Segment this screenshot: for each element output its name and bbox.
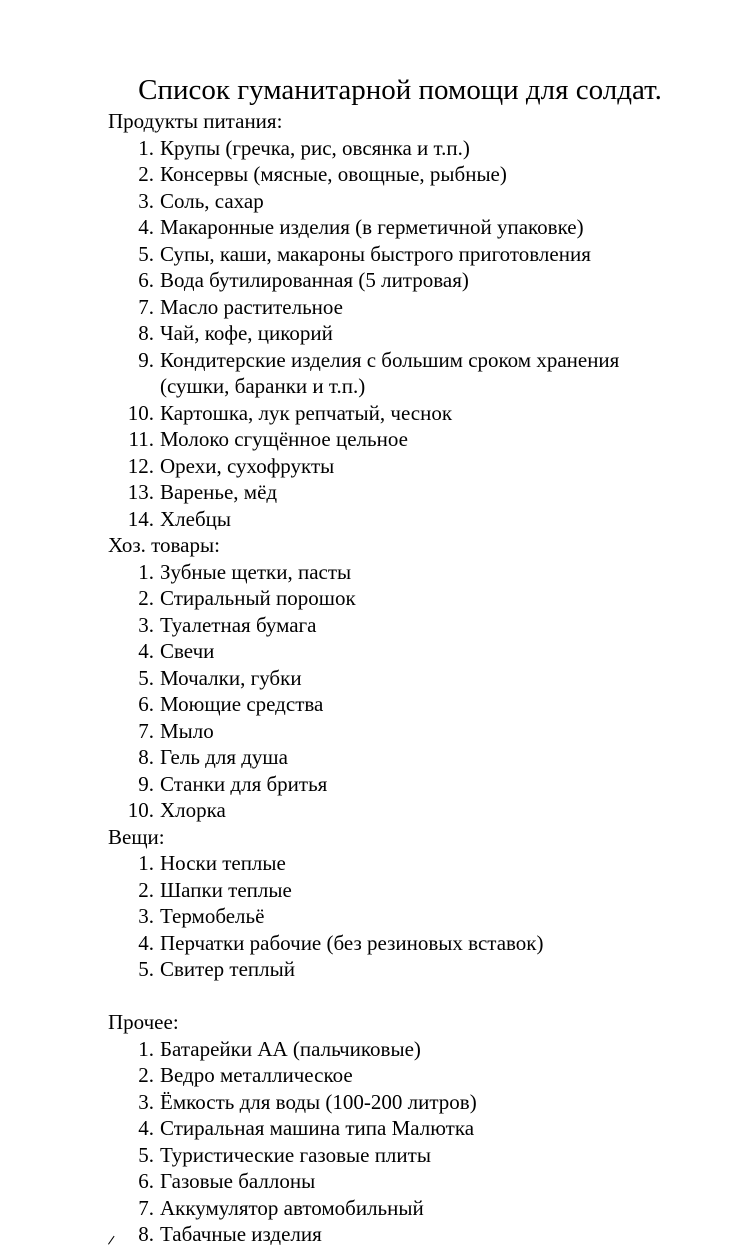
item-text: Соль, сахар xyxy=(160,188,264,213)
item-text: Батарейки АА (пальчиковые) xyxy=(160,1036,421,1061)
item-text: Консервы (мясные, овощные, рыбные) xyxy=(160,162,507,186)
list-item xyxy=(108,188,738,215)
item-text: Свитер теплый xyxy=(160,957,295,981)
list-item xyxy=(108,1221,738,1248)
list-item xyxy=(108,691,738,718)
list-item xyxy=(108,638,738,665)
item-text: Моющие средства xyxy=(160,692,324,716)
item-text: Крупы (гречка, рис, овсянка и т.п.) xyxy=(160,135,470,160)
item-number: 2. xyxy=(138,1063,154,1087)
list-item xyxy=(108,930,738,957)
item-text: Ёмкость для воды (100-200 литров) xyxy=(160,1089,477,1114)
item-list xyxy=(108,850,738,983)
blank-line xyxy=(108,983,738,1010)
section-food xyxy=(108,108,738,532)
list-item xyxy=(108,453,738,480)
item-text: Хлорка xyxy=(160,798,226,822)
document-body xyxy=(108,108,738,1248)
item-text: Табачные изделия xyxy=(160,1222,322,1246)
item-text: Шапки теплые xyxy=(160,877,292,902)
list-item xyxy=(108,1089,738,1116)
list-item xyxy=(108,347,738,400)
item-number: 8. xyxy=(138,321,154,345)
list-item xyxy=(108,612,738,639)
item-text: Хлебцы xyxy=(160,506,231,531)
item-text: Станки для бритья xyxy=(160,771,328,796)
item-number: 7. xyxy=(138,718,154,743)
item-number: 9. xyxy=(138,347,154,372)
item-number: 7. xyxy=(138,1195,154,1220)
list-item xyxy=(108,877,738,904)
item-text: Вода бутилированная (5 литровая) xyxy=(160,268,469,292)
item-number: 13. xyxy=(127,480,154,504)
list-item xyxy=(108,797,738,824)
section-heading: Прочее: xyxy=(108,1010,179,1034)
item-number: 3. xyxy=(138,612,154,637)
item-number: 3. xyxy=(138,188,154,213)
item-number: 14. xyxy=(127,506,154,531)
item-number: 4. xyxy=(138,639,154,663)
item-number: 3. xyxy=(138,1089,154,1114)
item-number: 4. xyxy=(138,930,154,955)
item-number: 6. xyxy=(138,268,154,292)
item-text: Супы, каши, макароны быстрого приготовления xyxy=(160,241,591,266)
item-number: 10. xyxy=(127,798,154,822)
list-item xyxy=(108,506,738,533)
section-household xyxy=(108,532,738,824)
list-item xyxy=(108,400,738,427)
list-item xyxy=(108,850,738,877)
item-text: Молоко сгущённое цельное xyxy=(160,427,408,451)
list-item xyxy=(108,320,738,347)
item-number: 4. xyxy=(138,215,154,239)
item-text: Зубные щетки, пасты xyxy=(160,559,352,584)
item-text: Гель для душа xyxy=(160,745,288,769)
list-item xyxy=(108,1036,738,1063)
item-number: 1. xyxy=(138,559,154,584)
item-number: 9. xyxy=(138,771,154,796)
section-heading: Вещи: xyxy=(108,824,165,849)
item-text: Носки теплые xyxy=(160,851,286,875)
item-number: 8. xyxy=(138,745,154,769)
item-number: 6. xyxy=(138,1169,154,1193)
item-text: Стиральный порошок xyxy=(160,586,356,610)
item-text: Термобельё xyxy=(160,904,265,928)
item-text: Кондитерские изделия с большим сроком хранения (сушки, баранки и т.п.) xyxy=(160,347,620,398)
item-text: Газовые баллоны xyxy=(160,1169,316,1193)
list-item xyxy=(108,1168,738,1195)
list-item xyxy=(108,1062,738,1089)
list-item xyxy=(108,956,738,983)
list-item xyxy=(108,744,738,771)
list-item xyxy=(108,1142,738,1169)
list-item xyxy=(108,479,738,506)
item-number: 5. xyxy=(138,1142,154,1167)
item-text: Картошка, лук репчатый, чеснок xyxy=(160,400,453,425)
list-item xyxy=(108,267,738,294)
item-text: Перчатки рабочие (без резиновых вставок) xyxy=(160,930,544,955)
item-text: Ведро металлическое xyxy=(160,1063,353,1087)
item-number: 10. xyxy=(127,400,154,425)
section-heading: Продукты питания: xyxy=(108,109,283,133)
document-title: Список гуманитарной помощи для солдат. xyxy=(138,74,662,106)
item-list xyxy=(108,1036,738,1248)
list-item xyxy=(108,241,738,268)
item-number: 6. xyxy=(138,692,154,716)
item-number: 2. xyxy=(138,162,154,186)
item-text: Свечи xyxy=(160,639,215,663)
list-item xyxy=(108,771,738,798)
item-number: 1. xyxy=(138,1036,154,1061)
item-text: Варенье, мёд xyxy=(160,480,278,504)
item-number: 2. xyxy=(138,877,154,902)
list-item xyxy=(108,426,738,453)
list-item xyxy=(108,1195,738,1222)
item-number: 1. xyxy=(138,135,154,160)
item-text: Туалетная бумага xyxy=(160,612,317,637)
item-number: 12. xyxy=(127,453,154,478)
list-item xyxy=(108,665,738,692)
section-clothing xyxy=(108,824,738,983)
item-text: Макаронные изделия (в герметичной упаковке) xyxy=(160,215,584,239)
item-list xyxy=(108,135,738,533)
item-number: 7. xyxy=(138,294,154,319)
list-item xyxy=(108,585,738,612)
item-text: Аккумулятор автомобильный xyxy=(160,1195,424,1220)
section-heading: Хоз. товары: xyxy=(108,533,220,557)
item-text: Орехи, сухофрукты xyxy=(160,453,335,478)
item-text: Масло растительное xyxy=(160,294,343,319)
item-number: 11. xyxy=(128,427,154,451)
item-text: Мочалки, губки xyxy=(160,665,302,690)
item-list xyxy=(108,559,738,824)
list-item xyxy=(108,294,738,321)
item-text: Стиральная машина типа Малютка xyxy=(160,1116,475,1140)
list-item xyxy=(108,214,738,241)
section-other xyxy=(108,1009,738,1248)
list-item xyxy=(108,1115,738,1142)
item-text: Чай, кофе, цикорий xyxy=(160,321,333,345)
item-number: 5. xyxy=(138,665,154,690)
list-item xyxy=(108,559,738,586)
list-item xyxy=(108,161,738,188)
item-number: 2. xyxy=(138,586,154,610)
item-number: 5. xyxy=(138,241,154,266)
list-item xyxy=(108,718,738,745)
item-number: 1. xyxy=(138,851,154,875)
list-item xyxy=(108,135,738,162)
item-number: 5. xyxy=(138,957,154,981)
item-text: Мыло xyxy=(160,718,214,743)
item-number: 3. xyxy=(138,904,154,928)
item-number: 8. xyxy=(138,1222,154,1246)
item-text: Туристические газовые плиты xyxy=(160,1142,431,1167)
list-item xyxy=(108,903,738,930)
item-number: 4. xyxy=(138,1116,154,1140)
